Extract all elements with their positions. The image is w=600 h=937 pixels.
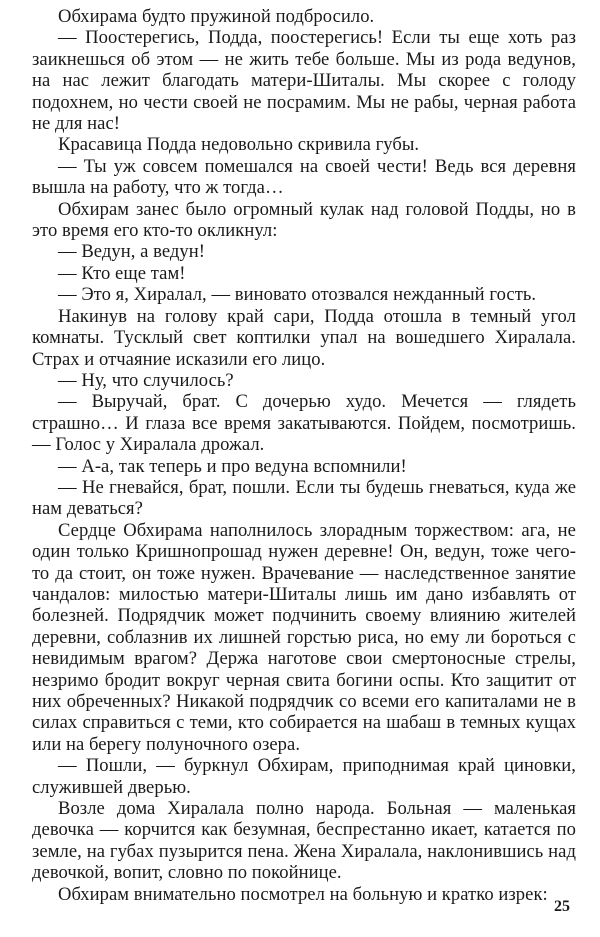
paragraph: — А-а, так теперь и про ведуна вспомнили! xyxy=(58,455,407,477)
page-number: 25 xyxy=(554,898,570,915)
paragraph: — Поостерегись, Подда, поостерегись! Если ты еще хоть раз заикнешься об этом — не жить тебе больше. Мы из рода ведунов, на нас лежит благодать матери-Шиталы. Мы скорее с голоду подохнем, но чести своей не посрамим. Мы не рабы, черная работа не для нас! xyxy=(32,27,576,135)
paragraph: — Выручай, брат. С дочерью худо. Мечется — глядеть страшно… И глаза все время закатываются. Пойдем, посмотришь. — Голос у Хиралала дрожал. xyxy=(32,391,576,456)
book-page xyxy=(32,6,576,905)
paragraph: — Это я, Хиралал, — виновато отозвался нежданный гость. xyxy=(58,284,537,306)
paragraph: Возле дома Хиралала полно народа. Больная — маленькая девочка — корчится как безумная, беспрестанно икает, катается по земле, на губах пузырится пена. Жена Хиралала, наклонившись над девочкой, вопит, словно по покойнице. xyxy=(32,798,576,884)
paragraph: — Пошли, — буркнул Обхирам, приподнимая край циновки, служившей дверью. xyxy=(32,755,576,798)
paragraph: Красавица Подда недовольно скривила губы. xyxy=(58,134,420,156)
paragraph: — Ты уж совсем помешался на своей чести! Ведь вся деревня вышла на работу, что ж тогда… xyxy=(32,155,576,199)
paragraph: Сердце Обхирама наполнилось злорадным торжеством: ага, не один только Кришнопрошад нужен деревне! Он, ведун, тоже чего-то да стоит, он тоже нужен. Врачевание — наследственное занятие чандалов: милостью матери-Шиталы лишь им дано избавлять от болезней. Подрядчик может подчинить своему влиянию жителей деревни, соблазнив их лишней горстью риса, но ему ли бороться с невидимым врагом? Держа наготове свои смертоносные стрелы, незримо бродит вокруг черная свита богини оспы. Кто защитит от них обреченных? Никакой подрядчик со всеми его капиталами не в силах справиться с теми, кто собирается на шабаш в темных кущах или на берегу полуночного озера. xyxy=(32,519,576,755)
paragraph: — Ну, что случилось? xyxy=(58,369,234,391)
paragraph: Обхирам занес было огромный кулак над головой Подды, но в это время его кто-то окликнул: xyxy=(32,198,576,242)
paragraph: — Не гневайся, брат, пошли. Если ты будешь гневаться, куда же нам деваться? xyxy=(32,476,576,520)
paragraph: — Ведун, а ведун! xyxy=(58,241,205,263)
paragraph: Накинув на голову край сари, Подда отошла в темный угол комнаты. Тусклый свет коптилки упал на вошедшего Хиралала. Страх и отчаяние исказили его лицо. xyxy=(32,305,576,370)
paragraph: — Кто еще там! xyxy=(58,262,186,284)
paragraph: Обхирам внимательно посмотрел на больную и кратко изрек: xyxy=(58,883,548,905)
paragraph: Обхирама будто пружиной подбросило. xyxy=(58,6,375,27)
